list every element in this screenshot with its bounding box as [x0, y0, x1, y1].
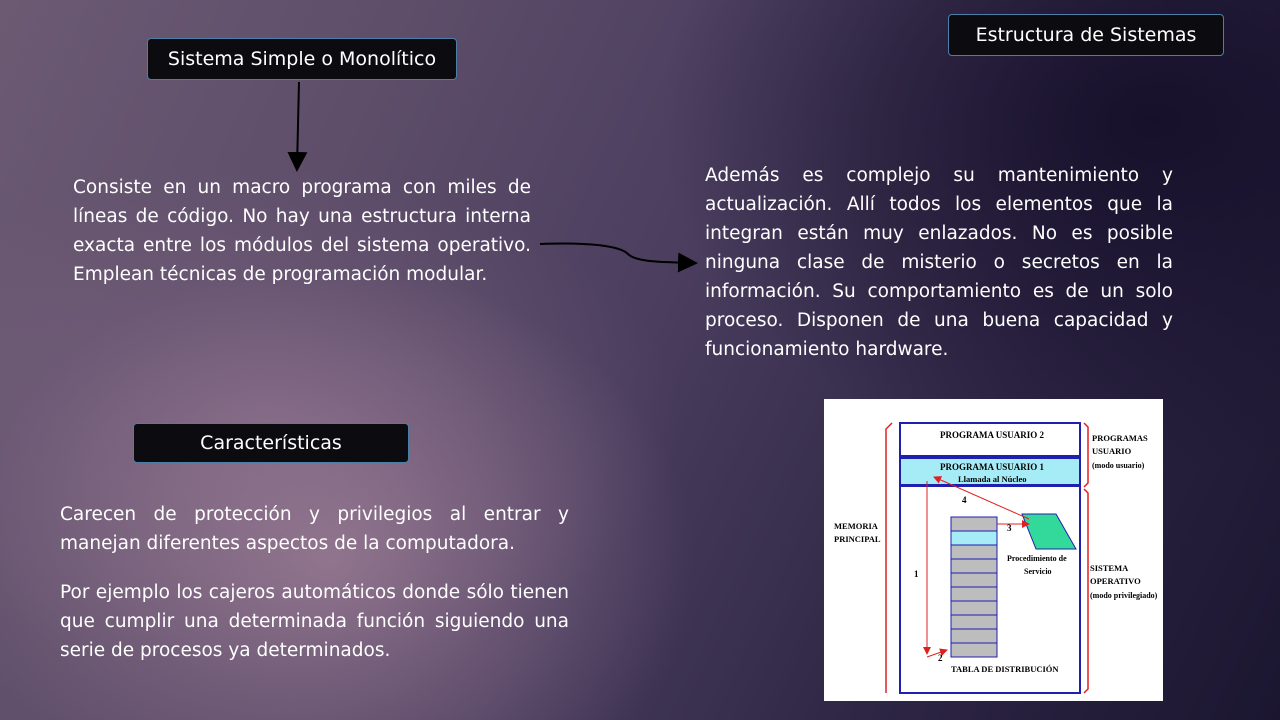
os-brace	[1084, 489, 1088, 693]
dispatch-table-label: TABLA DE DISTRIBUCIÓN	[951, 664, 1059, 674]
user-programs-brace	[1084, 423, 1088, 487]
memory-label-2: PRINCIPAL	[834, 534, 881, 544]
characteristic-paragraph-2: Por ejemplo los cajeros automáticos donde sólo tienen que cumplir una determinada función siguiendo una serie de procesos ya determinados.	[60, 582, 569, 661]
user-program-2-label: PROGRAMA USUARIO 2	[940, 430, 1045, 440]
procedure-label-1: Procedimiento de	[1007, 554, 1067, 563]
os-label-2: OPERATIVO	[1090, 576, 1141, 586]
step-1-label: 1	[914, 569, 919, 579]
programs-label-1: PROGRAMAS	[1092, 433, 1148, 443]
monolithic-architecture-diagram	[824, 399, 1163, 701]
memory-label-1: MEMORIA	[834, 521, 878, 531]
right-arrow	[540, 243, 694, 263]
memory-brace	[886, 423, 892, 693]
user-program-1-label: PROGRAMA USUARIO 1	[940, 462, 1045, 472]
dispatch-table	[951, 517, 997, 657]
down-arrow	[297, 82, 299, 168]
user-mode-label: (modo usuario)	[1092, 461, 1145, 470]
step-3-label: 3	[1007, 523, 1012, 533]
characteristics-badge: Características	[133, 423, 409, 463]
topic-badge: Sistema Simple o Monolítico	[147, 38, 457, 80]
step-2-label: 2	[938, 653, 943, 663]
characteristic-paragraph-1: Carecen de protección y privilegios al entrar y manejan diferentes aspectos de la computadora.	[60, 504, 569, 554]
details-paragraph: Además es complejo su mantenimiento y actualización. Allí todos los elementos que la integran están muy enlazados. No es posible ninguna clase de misterio o secretos en la información. Su comportamiento es de un solo proceso. Disponen de una buena capacidad y funcionamiento hardware.	[705, 165, 1173, 360]
kernel-call-label: Llamada al Núcleo	[958, 474, 1027, 484]
privileged-mode-label: (modo privilegiado)	[1090, 591, 1158, 600]
step-4-label: 4	[962, 495, 967, 505]
section-title-badge: Estructura de Sistemas	[948, 14, 1224, 56]
description-paragraph: Consiste en un macro programa con miles de líneas de código. No hay una estructura interna exacta entre los módulos del sistema operativo. Emplean técnicas de programación modular.	[73, 177, 531, 285]
procedure-label-2: Servicio	[1024, 567, 1052, 576]
os-label-1: SISTEMA	[1090, 563, 1129, 573]
programs-label-2: USUARIO	[1092, 446, 1132, 456]
